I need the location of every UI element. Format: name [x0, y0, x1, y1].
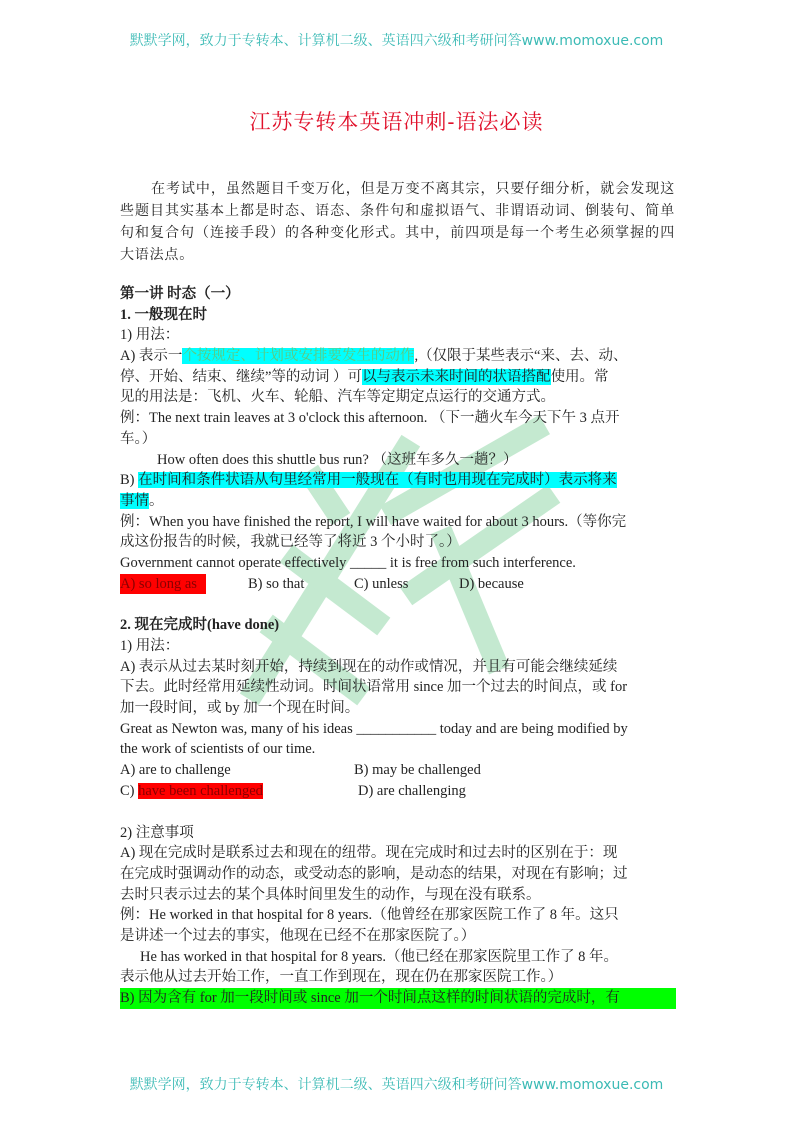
- section1-options: [120, 574, 676, 595]
- point-a-line2-post: 使用。常: [550, 368, 609, 385]
- section2-usage-label: 1) 用法：: [120, 638, 180, 654]
- intro-paragraph: 在考试中，虽然题目千变万化，但是万变不离其宗，只要仔细分析，就会发现这些题目其实基本上都是时态、语态、条件句和虚拟语气、非谓语动词、倒装句、简单句和复合句（连接手段）的各种变化形式。其中，前四项是每一个考生必须掌握的四大语法点。: [120, 181, 675, 263]
- option-d: D) are challenging: [358, 782, 466, 799]
- section1-example3-line2: 成这份报告的时候，我就已经等了将近 3 个小时了。）: [120, 534, 461, 551]
- option-c-label: C): [120, 782, 139, 799]
- option-c: C) unless: [354, 575, 409, 592]
- section2-notes-a-line3: 去时只表示过去的某个具体时间里发生的动作，与现在没有联系。: [120, 886, 541, 903]
- section2-example2-line1: He has worked in that hospital for 8 years.（他已经在那家医院里工作了 8 年。: [140, 948, 619, 965]
- highlight-cyan: 以与表示未来时间的状语搭配: [362, 368, 551, 385]
- section2-point-a-line2: 下去。此时经常用延续性动词。时间状语常用 since 加一个过去的时间点，或 for: [120, 679, 628, 696]
- option-b: B) so that: [248, 575, 305, 592]
- section1-point-b-line2: [120, 491, 676, 512]
- section1-example1-line1: 例：The next train leaves at 3 o'clock this afternoon. （下一趟火车今天下午 3 点开: [120, 410, 620, 427]
- section2-options-row1: [120, 760, 676, 781]
- option-c: [120, 781, 358, 802]
- highlight-cyan: 在时间和条件状语从句里经常用一般现在（有时也用现在完成时）表示将来: [138, 472, 617, 489]
- section1-point-a-line1: [120, 346, 676, 367]
- point-a-line2-pre: 停、开始、结束、继续”等的动词 ）可: [120, 368, 363, 385]
- lecture-title: 第一讲 时态（一）: [120, 286, 240, 302]
- page-title: 江苏专转本英语冲刺-语法必读: [249, 110, 544, 134]
- section1-example2: How often does this shuttle bus run? （这班车多久一趟？）: [157, 451, 518, 468]
- point-b-end: 。: [149, 492, 164, 509]
- section1-point-b-line1: [120, 470, 676, 491]
- footer-banner: 默默学网，致力于专转本、计算机二级、英语四六级和考研问答www.momoxue.com: [129, 1077, 664, 1093]
- document-body: [120, 284, 676, 1009]
- header-banner: 默默学网，致力于专转本、计算机二级、英语四六级和考研问答www.momoxue.com: [129, 33, 664, 49]
- section1-example3-line1: 例：When you have finished the report, I will have waited for about 3 hours.（等你完: [120, 513, 627, 530]
- point-b-prefix: B): [120, 472, 139, 489]
- section1-usage-label: 1) 用法：: [120, 327, 180, 344]
- section2-notes-a-line2: 在完成时强调动作的动态，或受动态的影响，是动态的结果，对现在有影响；过: [120, 865, 628, 882]
- section1-example1-line2: 车。）: [120, 430, 157, 447]
- highlight-green: B) 因为含有 for 加一段时间或 since 加一个时间点这样的时间状语的完成时，有: [120, 988, 676, 1009]
- section2-point-a-line3: 加一段时间，或 by 加一个现在时间。: [120, 700, 360, 717]
- option-b: B) may be challenged: [354, 762, 481, 779]
- section2-heading: 2. 现在完成时(have done): [120, 617, 280, 634]
- section2-notes-b: [120, 988, 676, 1009]
- highlight-cyan: 事情: [120, 492, 149, 509]
- section2-notes-a-line1: A) 现在完成时是联系过去和现在的纽带。现在完成时和过去时的区别在于：现: [120, 845, 618, 862]
- highlight-cyan: 个按规定、计划或安排要发生的动作: [182, 348, 415, 365]
- option-a: A) are to challenge: [120, 762, 231, 779]
- section2-options-row2: [120, 781, 676, 802]
- point-a-prefix: A) 表示一: [120, 348, 183, 365]
- option-d: D) because: [459, 575, 524, 592]
- section2-point-a-line1: A) 表示从过去某时刻开始，持续到现在的动作或情况，并且有可能会继续延续: [120, 658, 618, 675]
- section2-notes-label: 2) 注意事项: [120, 824, 194, 841]
- section2-example1-line2: 是讲述一个过去的事实，他现在已经不在那家医院了。）: [120, 927, 476, 944]
- option-a-answer: A) so long as: [120, 574, 206, 595]
- section1-point-a-line2: [120, 367, 676, 388]
- option-c-answer: have been challenged: [138, 782, 263, 799]
- section2-example1-line1: 例：He worked in that hospital for 8 years.（他曾经在那家医院工作了 8 年。这只: [120, 907, 619, 924]
- section1-point-a-line3: 见的用法是：飞机、火车、轮船、汽车等定期定点运行的交通方式。: [120, 389, 555, 406]
- section2-question-line2: the work of scientists of our time.: [120, 741, 316, 758]
- section2-question-line1: Great as Newton was, many of his ideas ___________ today and are being modified by: [120, 720, 628, 737]
- point-a-mid: ,（仅限于某些表示“来、去、动、: [414, 348, 628, 365]
- section1-heading: 1. 一般现在时: [120, 306, 207, 323]
- section1-question: Government cannot operate effectively _____ it is free from such interference.: [120, 554, 576, 571]
- section2-example2-line2: 表示他从过去开始工作，一直工作到现在，现在仍在那家医院工作。）: [120, 969, 563, 986]
